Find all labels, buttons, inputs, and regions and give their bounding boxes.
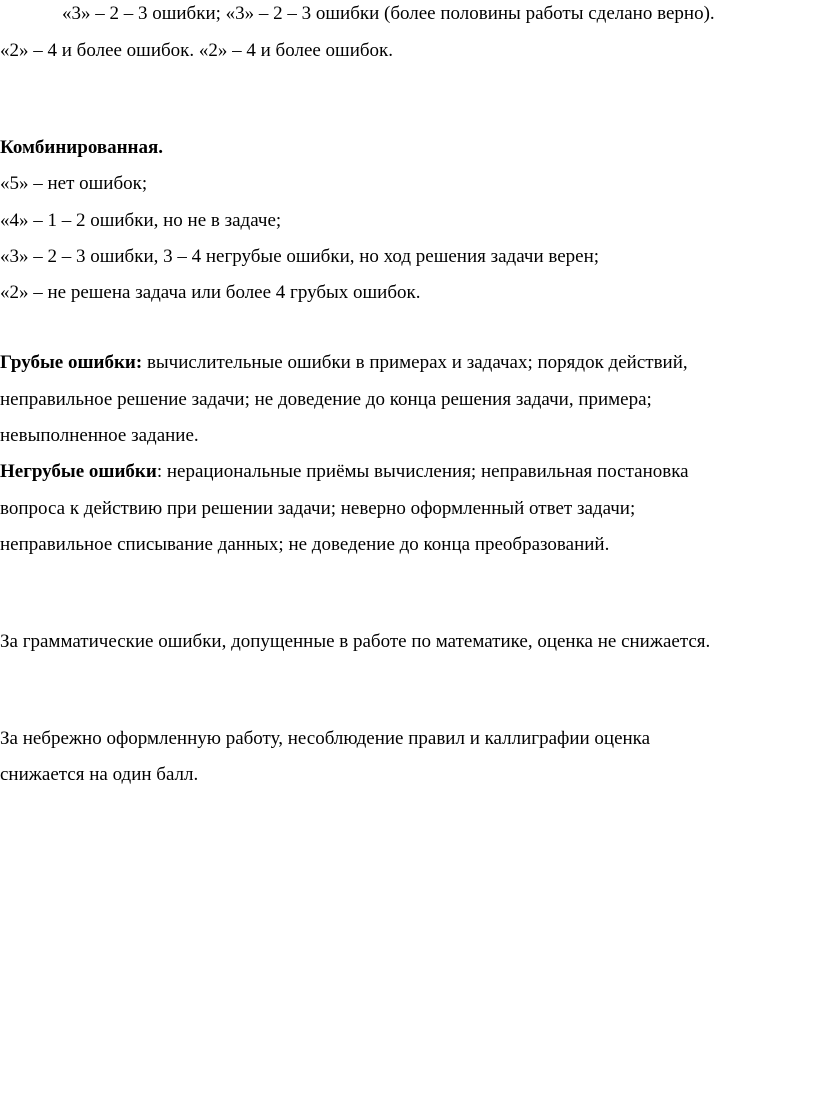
gross-errors-label: Грубые ошибки: — [0, 352, 143, 373]
combined-title: Комбинированная. — [0, 137, 164, 158]
grade-2-line: «2» – 4 и более ошибок. «2» – 4 и более ошибок. — [0, 40, 394, 61]
combined-grade-5: «5» – нет ошибок; — [0, 173, 148, 194]
minor-errors-line1: Негрубые ошибки: нерациональные приёмы вычисления; неправильная постановка — [0, 461, 689, 482]
gross-errors-line3: невыполненное задание. — [0, 425, 199, 446]
minor-errors-line3: неправильное списывание данных; не доведение до конца преобразований. — [0, 534, 610, 555]
combined-grade-4: «4» – 1 – 2 ошибки, но не в задаче; — [0, 210, 282, 231]
gross-errors-line2: неправильное решение задачи; не доведение до конца решения задачи, примера; — [0, 389, 652, 410]
neatness-note-line2: снижается на один балл. — [0, 764, 199, 785]
neatness-note-line1: За небрежно оформленную работу, несоблюдение правил и каллиграфии оценка — [0, 728, 651, 749]
gross-errors-line1: Грубые ошибки: вычислительные ошибки в примерах и задачах; порядок действий, — [0, 352, 688, 373]
grade-3-line: «3» – 2 – 3 ошибки; «3» – 2 – 3 ошибки (более половины работы сделано верно). — [62, 3, 715, 24]
minor-errors-label: Негрубые ошибки — [0, 461, 157, 482]
combined-grade-3: «3» – 2 – 3 ошибки, 3 – 4 негрубые ошибки, но ход решения задачи верен; — [0, 246, 600, 267]
grammar-note: За грамматические ошибки, допущенные в работе по математике, оценка не снижается. — [0, 631, 711, 652]
minor-errors-line2: вопроса к действию при решении задачи; неверно оформленный ответ задачи; — [0, 498, 636, 519]
combined-grade-2: «2» – не решена задача или более 4 грубых ошибок. — [0, 282, 421, 303]
